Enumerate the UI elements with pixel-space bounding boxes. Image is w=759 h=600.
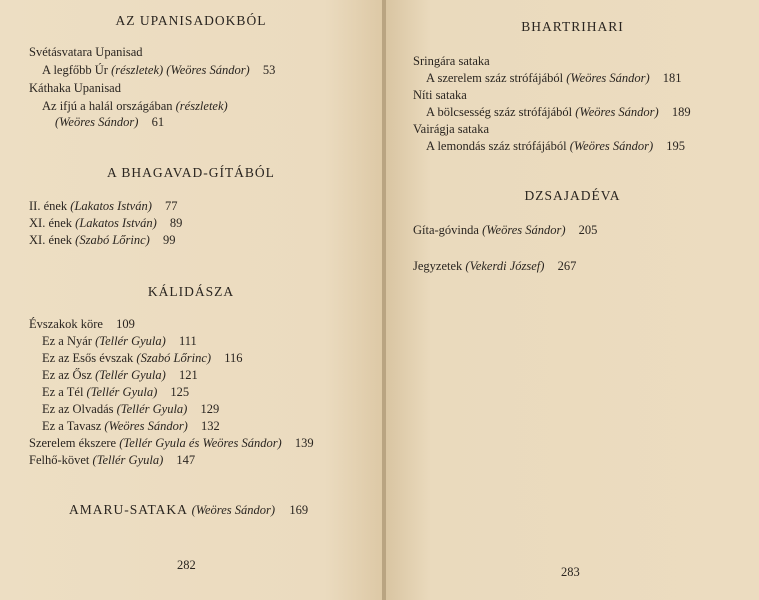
entry-page: 121 [178,368,198,382]
toc-entry-gita-govinda [413,222,597,238]
entry-translator: (részletek) (Weöres Sándor) [111,63,250,77]
section-heading-amaru [69,502,308,518]
entry-title: Ez az Ősz [42,368,92,382]
entry-title: Szerelem ékszere [29,436,117,450]
entry-translator: (Tellér Gyula) [95,334,166,348]
toc-entry-gita-2 [29,198,178,214]
entry-page: 77 [165,199,178,213]
section-heading-bhagavad: A BHAGAVAD-GÍTÁBÓL [107,165,275,180]
section-heading-upanisadok: AZ UPANISADOKBÓL [115,13,267,28]
entry-title: Felhő-követ [29,453,90,467]
toc-entry-nyar [42,333,197,349]
entry-title: AMARU-SATAKA [69,502,188,517]
entry-title: Jegyzetek [413,259,463,273]
entry-page: 189 [671,105,691,119]
entry-title: XI. ének [29,216,73,230]
entry-page: 53 [262,63,276,77]
page-number: 282 [177,558,196,572]
entry-page: 195 [666,139,686,153]
toc-entry-bolcsesseg-szaz [426,104,691,120]
entry-translator: (Szabó Lőrinc) [75,233,150,247]
entry-translator: (Weöres Sándor) [566,71,650,85]
entry-translator: (Weöres Sándor) [575,105,659,119]
toc-entry-lemondas-szaz [426,138,685,154]
entry-title: Évszakok köre [29,317,103,331]
entry-title: Ez a Tél [42,385,84,399]
entry-page: 147 [176,453,196,467]
toc-entry-tel [42,384,189,400]
entry-translator: (Weöres Sándor) [104,419,188,433]
toc-entry-tavasz [42,418,220,434]
entry-page: 169 [289,503,309,517]
entry-title: Ez a Tavasz [42,419,102,433]
entry-translator: (Tellér Gyula) [86,385,158,399]
toc-entry-niti: Níti sataka [413,88,467,102]
entry-title: Ez az Esős évszak [42,351,134,365]
entry-title: Gíta-góvinda [413,223,479,237]
toc-entry-ifju [42,98,228,114]
entry-translator: (Lakatos István) [75,216,157,230]
entry-title: XI. ének [29,233,73,247]
entry-translator: (Vekerdi József) [465,259,545,273]
toc-entry-vairagja: Vairágja sataka [413,122,490,136]
entry-note: (részletek) [175,99,228,113]
entry-translator: (Tellér Gyula) [95,368,166,382]
entry-page: 129 [200,402,220,416]
entry-page: 61 [151,115,165,129]
entry-page: 139 [294,436,314,450]
right-page [386,0,759,600]
toc-entry-svetasvatara: Svétásvatara Upanisad [29,45,143,59]
entry-page: 99 [162,233,176,247]
entry-translator: (Weöres Sándor) [482,223,566,237]
page-number: 283 [561,565,580,579]
section-heading-bhartrihari: BHARTRIHARI [521,19,624,34]
entry-translator: (Lakatos István) [70,199,152,213]
entry-title: A legfőbb Úr [42,63,108,77]
entry-page: 267 [557,259,577,273]
entry-translator: (Weöres Sándor) [569,139,654,153]
entry-page: 89 [169,216,183,230]
toc-entry-evszakok [29,316,135,332]
toc-entry-legfobb-ur [42,62,275,78]
entry-page: 111 [178,334,197,348]
entry-page: 109 [116,317,135,331]
toc-entry-olvadas [42,401,219,417]
toc-entry-szerelem-ekszere [29,435,314,451]
entry-page: 132 [200,419,220,433]
toc-entry-esos-evszak [42,350,242,366]
entry-translator: (Tellér Gyula) [92,453,164,467]
entry-page: 181 [662,71,682,85]
entry-page: 116 [224,351,243,365]
toc-entry-felho-kovet [29,452,195,468]
entry-title: A bölcsesség száz strófájából [426,105,573,119]
entry-page: 205 [578,223,598,237]
toc-entry-jegyzetek [413,258,576,274]
entry-title: A lemondás száz strófájából [426,139,567,153]
toc-entry-kathaka: Káthaka Upanisad [29,81,121,95]
entry-title: Az ifjú a halál országában [42,99,173,113]
toc-entry-szerelem-szaz [426,70,682,86]
entry-translator: (Weöres Sándor) [55,115,139,129]
toc-entry-osz [42,367,198,383]
entry-title: II. ének [29,199,68,213]
entry-translator: (Weöres Sándor) [191,503,276,517]
entry-title: Ez az Olvadás [42,402,114,416]
entry-title: Ez a Nyár [42,334,92,348]
entry-translator: (Tellér Gyula) [116,402,188,416]
toc-entry-gita-11a [29,215,182,231]
entry-page: 125 [170,385,190,399]
toc-entry-ifju-cont [55,114,164,130]
entry-translator: (Tellér Gyula és Weöres Sándor) [119,436,282,450]
toc-entry-sringara: Sringára sataka [413,54,490,68]
entry-translator: (Szabó Lőrinc) [136,351,212,365]
entry-title: A szerelem száz strófájából [426,71,564,85]
section-heading-dzsajadeva: DZSAJADÉVA [524,188,621,203]
toc-entry-gita-11b [29,232,175,248]
section-heading-kalidasza: KÁLIDÁSZA [147,284,235,299]
